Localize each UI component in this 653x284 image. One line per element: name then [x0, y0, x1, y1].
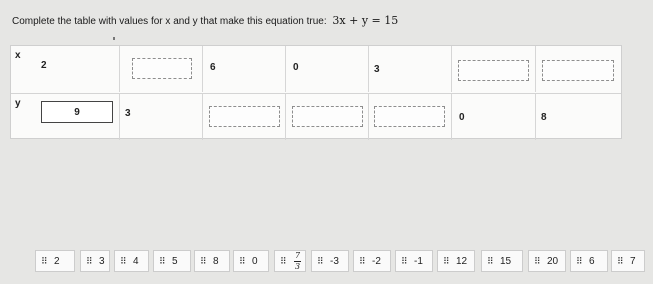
x-value-1: 2 — [41, 60, 47, 71]
drag-handle-icon: ⠿ — [534, 255, 539, 266]
drag-handle-icon: ⠿ — [120, 255, 125, 266]
answer-tile[interactable] — [194, 250, 230, 272]
drag-handle-icon: ⠿ — [159, 255, 164, 266]
answer-tile[interactable] — [311, 250, 349, 272]
tile-label: 6 — [589, 255, 595, 267]
x-value-3: 6 — [210, 62, 216, 73]
drag-handle-icon: ⠿ — [401, 255, 406, 266]
y-value-6: 0 — [459, 112, 465, 123]
x-value-5: 3 — [374, 64, 380, 75]
y-row-label: y — [15, 98, 21, 109]
tile-label: 8 — [213, 255, 219, 267]
answer-tile[interactable] — [153, 250, 191, 272]
drag-handle-icon: ⠿ — [239, 255, 244, 266]
tile-label: 3 — [99, 255, 105, 267]
drag-handle-icon: ⠿ — [487, 255, 492, 266]
tile-label: 15 — [500, 255, 512, 267]
y-value-7: 8 — [541, 112, 547, 123]
x-value-4: 0 — [293, 62, 299, 73]
drag-handle-icon: ⠿ — [317, 255, 322, 266]
answer-tile[interactable] — [437, 250, 475, 272]
answer-tile[interactable] — [528, 250, 566, 272]
tile-label: 12 — [456, 255, 468, 267]
drag-handle-icon: ⠿ — [86, 255, 91, 266]
equation: 3x + y = 15 — [332, 14, 399, 27]
fraction-denominator: 3 — [294, 261, 301, 271]
tile-label: -3 — [330, 255, 339, 267]
drag-handle-icon: ⠿ — [41, 255, 46, 266]
tile-label: 7 — [630, 255, 636, 267]
y-value-2: 3 — [125, 108, 131, 119]
tile-label: 0 — [252, 255, 258, 267]
instruction-text: Complete the table with values for x and y that make this equation true: — [12, 16, 327, 27]
answer-tile[interactable] — [395, 250, 433, 272]
answer-tile[interactable] — [114, 250, 149, 272]
answer-tile[interactable] — [570, 250, 608, 272]
drag-handle-icon: ⠿ — [617, 255, 622, 266]
drag-handle-icon: ⠿ — [443, 255, 448, 266]
tile-label: 2 — [54, 255, 60, 267]
tile-label: -2 — [372, 255, 381, 267]
tile-label: 5 — [172, 255, 178, 267]
tile-label: 20 — [547, 255, 559, 267]
drag-handle-icon: ⠿ — [280, 255, 285, 266]
answer-tile[interactable] — [80, 250, 110, 272]
answer-tile[interactable] — [481, 250, 523, 272]
y-filled-box-1[interactable]: 9 — [41, 101, 113, 123]
drag-handle-icon: ⠿ — [200, 255, 205, 266]
drag-handle-icon: ⠿ — [359, 255, 364, 266]
drag-handle-icon: ⠿ — [576, 255, 581, 266]
answer-tile[interactable] — [611, 250, 645, 272]
fraction-numerator: 7 — [294, 250, 301, 260]
tile-label: -1 — [414, 255, 423, 267]
answer-tile[interactable] — [233, 250, 269, 272]
fraction-label — [294, 252, 301, 271]
tile-label: 4 — [133, 255, 139, 267]
answer-tile-fraction[interactable] — [274, 250, 306, 272]
answer-tile[interactable] — [35, 250, 75, 272]
x-row-label: x — [15, 50, 21, 61]
answer-tile[interactable] — [353, 250, 391, 272]
